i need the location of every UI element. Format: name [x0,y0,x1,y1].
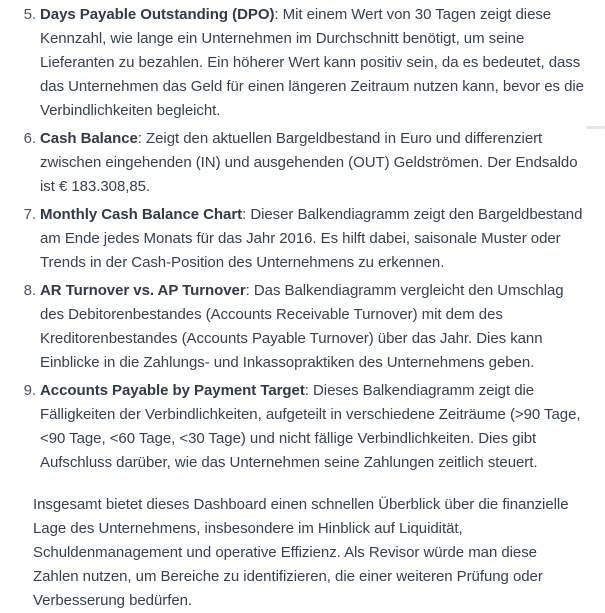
list-item-description: : Dieses Balkendiagramm zeigt die Fälligkeiten der Verbindlichkeiten, aufgeteilt in verschiedene Zeiträume (>90 Tage, <90 Tage, <60 Tage, <30 Tage) und nicht fällige Verbindlichkeiten. Dies gibt Aufschluss darüber, wie das Unternehmen seine Zahlungen zeitlich steuert. [40,382,581,471]
list-item-text [40,279,585,375]
list-item-text [40,203,585,275]
list-item-description: : Dieser Balkendiagramm zeigt den Bargeldbestand am Ende jedes Monats für das Jahr 2016. Es hilft dabei, saisonale Muster oder Trends in der Cash-Position des Unternehmens zu erkennen. [40,206,583,271]
list-item-cash-balance [0,127,605,199]
list-item-text [40,3,585,123]
list-item-title: Monthly Cash Balance Chart [40,206,243,223]
list-item-number: 7. [23,206,36,223]
list-item-number: 8. [23,282,36,299]
list-item-number: 6. [23,130,36,147]
closing-paragraph: Insgesamt bietet dieses Dashboard einen schnellen Überblick über die finanzielle Lage des Unternehmens, insbesondere im Hinblick auf Liquidität, Schuldenmanagement und operative Effizienz. Als Revisor würde man diese Zahlen nutzen, um Bereiche zu identifizieren, die einer weiteren Prüfung oder Verbesserung bedürfen. [33,496,569,609]
list-item-description: : Mit einem Wert von 30 Tagen zeigt diese Kennzahl, wie lange ein Unternehmen im Durchschnitt benötigt, um seine Lieferanten zu bezahlen. Ein höherer Wert kann positiv sein, da es bedeutet, dass das Unternehmen das Geld für einen längeren Zeitraum nutzen kann, bevor es die Verbindlichkeiten begleicht. [40,6,584,119]
list-item-title: Days Payable Outstanding (DPO) [40,6,275,23]
scrollbar-thumb[interactable] [586,126,605,129]
list-item-text [40,127,585,199]
list-item-title: AR Turnover vs. AP Turnover [40,282,246,299]
list-item-ap-by-payment-target [0,379,605,475]
list-item-number: 9. [23,382,36,399]
list-item-title: Cash Balance [40,130,138,147]
list-item-dpo [0,3,605,123]
list-item-monthly-cash-balance-chart [0,203,605,275]
list-item-description: : Zeigt den aktuellen Bargeldbestand in Euro und differenziert zwischen eingehenden (IN) und ausgehenden (OUT) Geldströmen. Der Endsaldo ist € 183.308,85. [40,130,578,195]
list-item-number: 5. [23,6,36,23]
list-item-description: : Das Balkendiagramm vergleicht den Umschlag des Debitorenbestandes (Accounts Receivable Turnover) mit dem des Kreditorenbestandes (Accounts Payable Turnover) über das Jahr. Dies kann Einblicke in die Zahlungs- und Inkassopraktiken des Unternehmens geben. [40,282,564,371]
list-item-text [40,379,585,475]
list-item-ar-ap-turnover [0,279,605,375]
list-item-title: Accounts Payable by Payment Target [40,382,305,399]
